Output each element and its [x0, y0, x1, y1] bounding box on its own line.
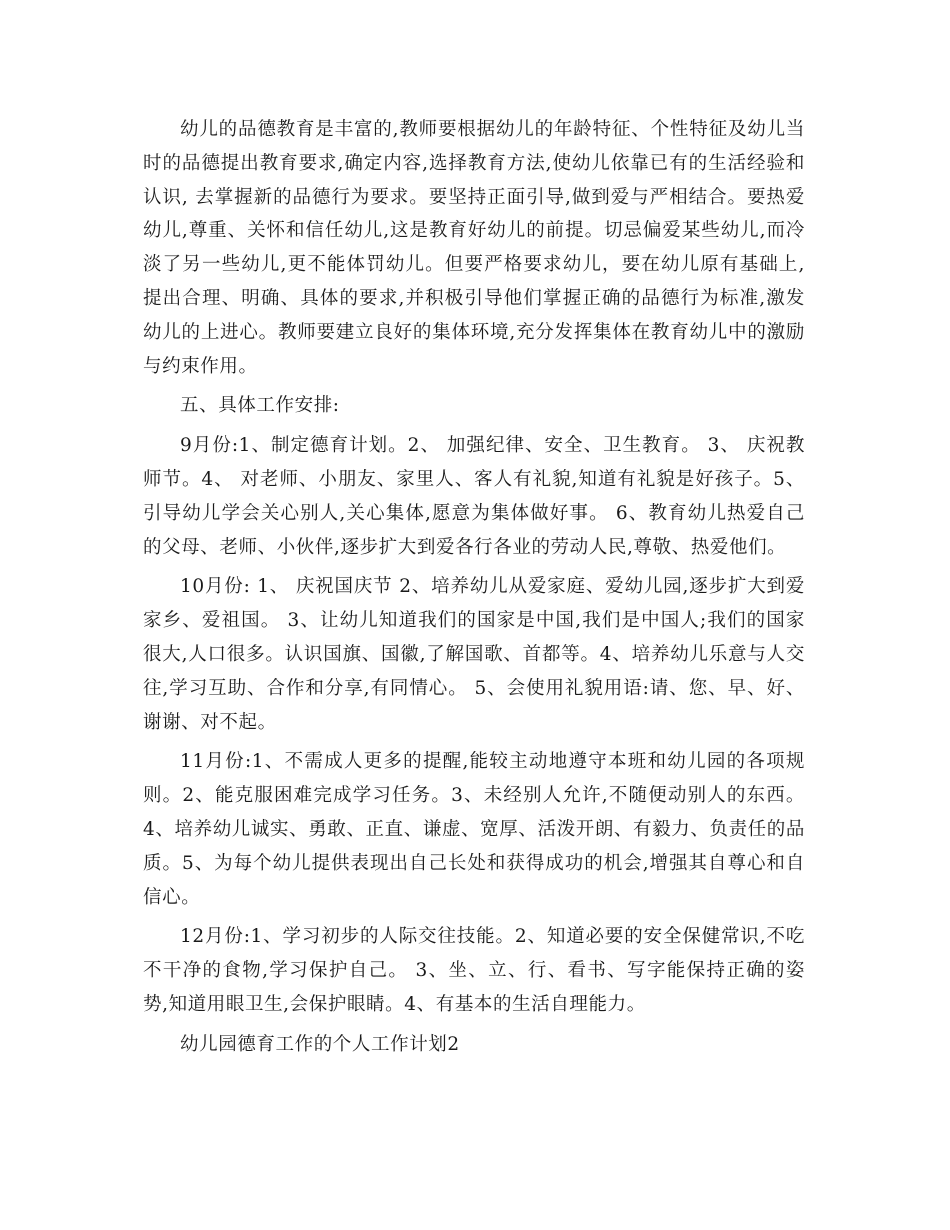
paragraph-november: 11月份:1、不需成人更多的提醒,能较主动地遵守本班和幼儿园的各项规则。2、能克服困难完成学习任务。3、未经别人允许,不随便动别人的东西。4、培养幼儿诚实、勇敢、正直、谦虚、宽厚、活泼开朗、有毅力、负责任的品质。5、为每个幼儿提供表现出自己长处和获得成功的机会,增强其自尊心和自信心。 — [143, 751, 805, 908]
paragraph-moral-education: 幼儿的品德教育是丰富的,教师要根据幼儿的年龄特征、个性特征及幼儿当时的品德提出教育要求,确定内容,选择教育方法,使幼儿依靠已有的生活经验和认识, 去掌握新的品德行为要求。要坚持正面引导,做到爱与严相结合。要热爱幼儿,尊重、关怀和信任幼儿,这是教育好幼儿的前提。切忌偏爱某些幼儿,而冷淡了另一些幼儿,更不能体罚幼儿。但要严格要求幼儿，要在幼儿原有基础上,提出合理、明确、具体的要求,并积极引导他们掌握正确的品德行为标准,激发幼儿的上进心。教师要建立良好的集体环境,充分发挥集体在教育幼儿中的激励与约束作用。 — [143, 119, 805, 377]
document-body — [143, 113, 805, 1068]
paragraph-september: 9月份:1、制定德育计划。2、 加强纪律、安全、卫生教育。 3、 庆祝教师节。4、 对老师、小朋友、家里人、客人有礼貌,知道有礼貌是好孩子。5、 引导幼儿学会关心别人,关心集体,愿意为集体做好事。 6、教育幼儿热爱自己的父母、老师、小伙伴,逐步扩大到爱各行各业的劳动人民,尊敬、热爱他们。 — [143, 435, 805, 558]
paragraph-december: 12月份:1、学习初步的人际交往技能。2、知道必要的安全保健常识,不吃不干净的食物,学习保护自己。 3、坐、立、行、看书、写字能保持正确的姿势,知道用眼卫生,会保护眼睛。4、有基本的生活自理能力。 — [143, 926, 805, 1015]
document-title-plan-2: 幼儿园德育工作的个人工作计划2 — [180, 1033, 460, 1055]
section-heading-work-arrangement: 五、具体工作安排: — [180, 395, 340, 417]
paragraph-october: 10月份: 1、 庆祝国庆节 2、培养幼儿从爱家庭、爱幼儿园,逐步扩大到爱家乡、爱祖国。 3、让幼儿知道我们的国家是中国,我们是中国人;我们的国家很大,人口很多。认识国旗、国徽,了解国歌、首都等。4、培养幼儿乐意与人交往,学习互助、合作和分享,有同情心。 5、会使用礼貌用语:请、您、早、好、谢谢、对不起。 — [143, 576, 805, 733]
